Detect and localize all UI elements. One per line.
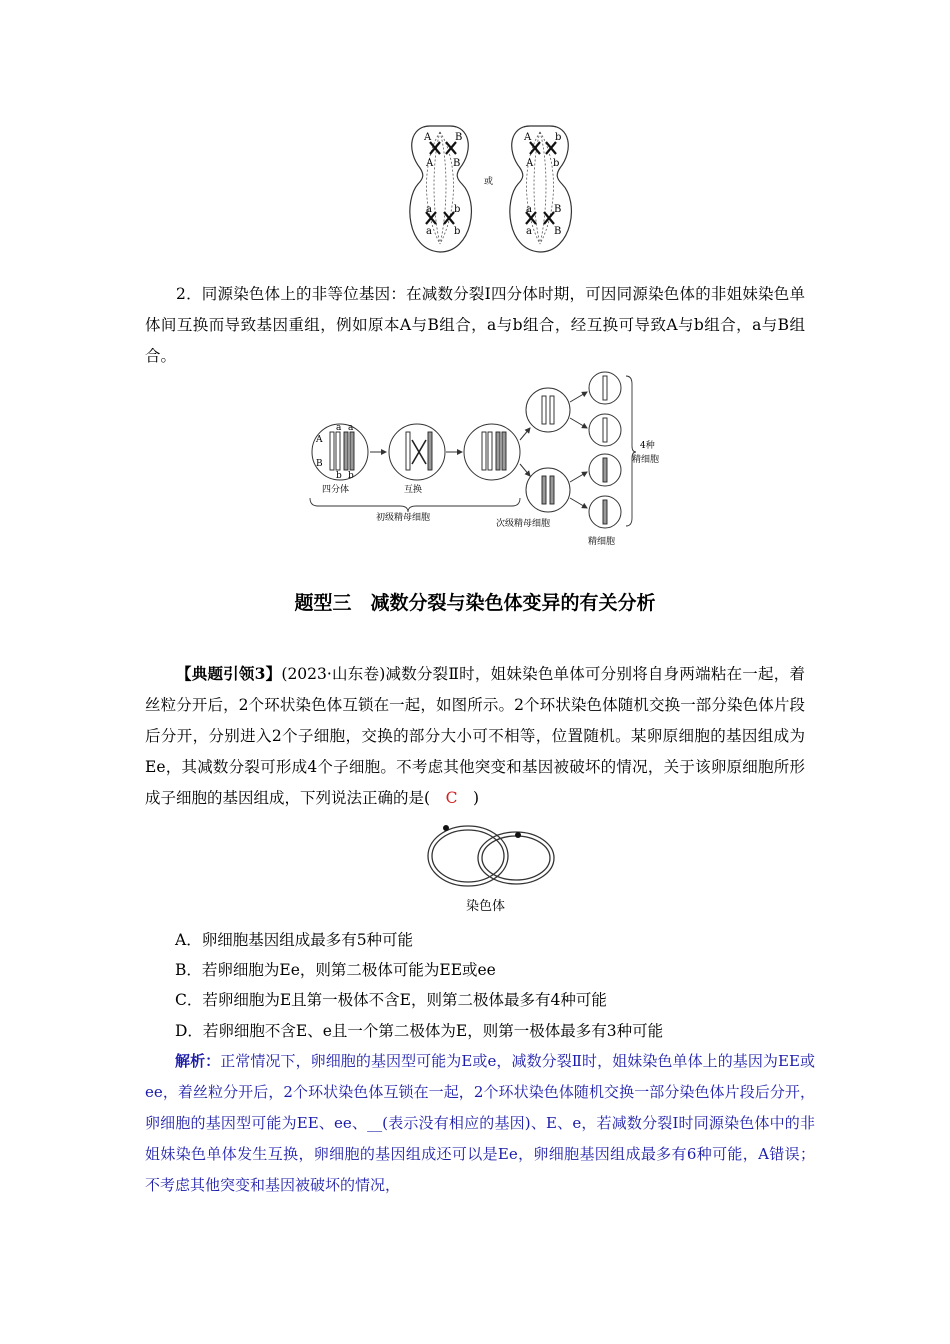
- or-label: 或: [484, 177, 494, 187]
- gene-label: B: [554, 226, 562, 237]
- label-exchange: 互换: [404, 485, 423, 495]
- centromere-dot: [515, 832, 521, 838]
- gene-label: A: [316, 435, 323, 445]
- gene-label: a: [426, 226, 432, 237]
- question-answer: C: [445, 789, 458, 807]
- figure-ring-chromosomes: [420, 818, 560, 918]
- label-secondary: 次级精母细胞: [496, 519, 551, 529]
- gene-label: b: [553, 158, 560, 169]
- cell-left-outline: [410, 126, 472, 252]
- label-four-kinds: 4种: [640, 441, 655, 451]
- cell-secondary-top: [526, 388, 570, 432]
- label-sperm: 精细胞: [588, 537, 616, 547]
- gene-label: A: [426, 158, 434, 169]
- gene-label: A: [524, 132, 532, 143]
- gene-label: a: [348, 423, 354, 433]
- analysis-body: 正常情况下，卵细胞的基因型可能为E或e，减数分裂Ⅱ时，姐妹染色单体上的基因为EE或ee，着丝粒分开后，2个环状染色体互锁在一起，2个环状染色体随机交换一部分染色体片段后分开，卵细胞的基因型可能为EE、ee、__(表示没有相应的基因)、E、e，若减数分裂Ⅰ时同源染色体中的非姐妹染色单体发生互换，卵细胞的基因组成还可以是Ee，卵细胞基因组成最多有6种可能，A错误；不考虑其他突变和基因被破坏的情况，: [145, 1052, 815, 1194]
- figure-meiosis-cells: [400, 120, 590, 260]
- gene-label: a: [336, 423, 342, 433]
- ring-chromosome-left: [428, 826, 508, 886]
- gene-label: b: [348, 471, 354, 481]
- analysis-text: [145, 1046, 815, 1201]
- gene-label: a: [526, 204, 532, 215]
- paragraph-nonallelic-genes: 2．同源染色体上的非等位基因：在减数分裂Ⅰ四分体时期，可因同源染色体的非姐妹染色单体间互换而导致基因重组，例如原本A与B组合，a与b组合，经互换可导致A与b组合，a与B组合。: [145, 285, 805, 365]
- centromere-dot: [443, 825, 449, 831]
- figure-caption: 染色体: [466, 899, 506, 914]
- question-text: [145, 658, 805, 814]
- gene-label: a: [426, 204, 432, 215]
- option-c: C．若卵细胞为E且第一极体不含E，则第二极体最多有4种可能: [175, 991, 607, 1009]
- gene-label: A: [526, 158, 534, 169]
- option-b: B．若卵细胞为Ee，则第二极体可能为EE或ee: [175, 961, 496, 979]
- gene-label: b: [454, 226, 461, 237]
- option-a: A．卵细胞基因组成最多有5种可能: [175, 931, 414, 949]
- gene-label: B: [554, 204, 562, 215]
- gene-label: b: [454, 204, 461, 215]
- label-primary: 初级精母细胞: [376, 513, 431, 523]
- label-four-kinds-2: 精细胞: [632, 455, 660, 465]
- question-suffix: ): [457, 789, 479, 807]
- gene-label: B: [455, 132, 463, 143]
- section-title: 题型三 减数分裂与染色体变异的有关分析: [294, 592, 656, 614]
- gene-label: B: [316, 459, 323, 469]
- ring-chromosome-right: [478, 832, 554, 884]
- figure-crossing-over: [300, 370, 660, 555]
- gene-label: a: [526, 226, 532, 237]
- analysis-label: 解析：: [175, 1052, 221, 1070]
- gene-label: B: [453, 158, 461, 169]
- gene-label: A: [424, 132, 432, 143]
- gene-label: b: [336, 471, 342, 481]
- question-prefix: 【典题引领3】: [176, 664, 282, 683]
- cell-secondary-bottom: [526, 468, 570, 512]
- gene-label: b: [555, 132, 562, 143]
- cell-exchange: [389, 424, 445, 480]
- cell-right-outline: [510, 126, 572, 252]
- option-d: D．若卵细胞不含E、e且一个第二极体为E，则第一极体最多有3种可能: [175, 1022, 664, 1040]
- question-body: (2023·山东卷)减数分裂Ⅱ时，姐妹染色单体可分别将自身两端粘在一起，着丝粒分开后，2个环状染色体互锁在一起，如图所示。2个环状染色体随机交换一部分染色体片段后分开，分别进入2个子细胞，交换的部分大小可不相等，位置随机。某卵原细胞的基因组成为Ee，其减数分裂可形成4个子细胞。不考虑其他突变和基因被破坏的情况，关于该卵原细胞所形成子细胞的基因组成，下列说法正确的是(: [145, 665, 805, 807]
- label-tetrad: 四分体: [322, 485, 350, 495]
